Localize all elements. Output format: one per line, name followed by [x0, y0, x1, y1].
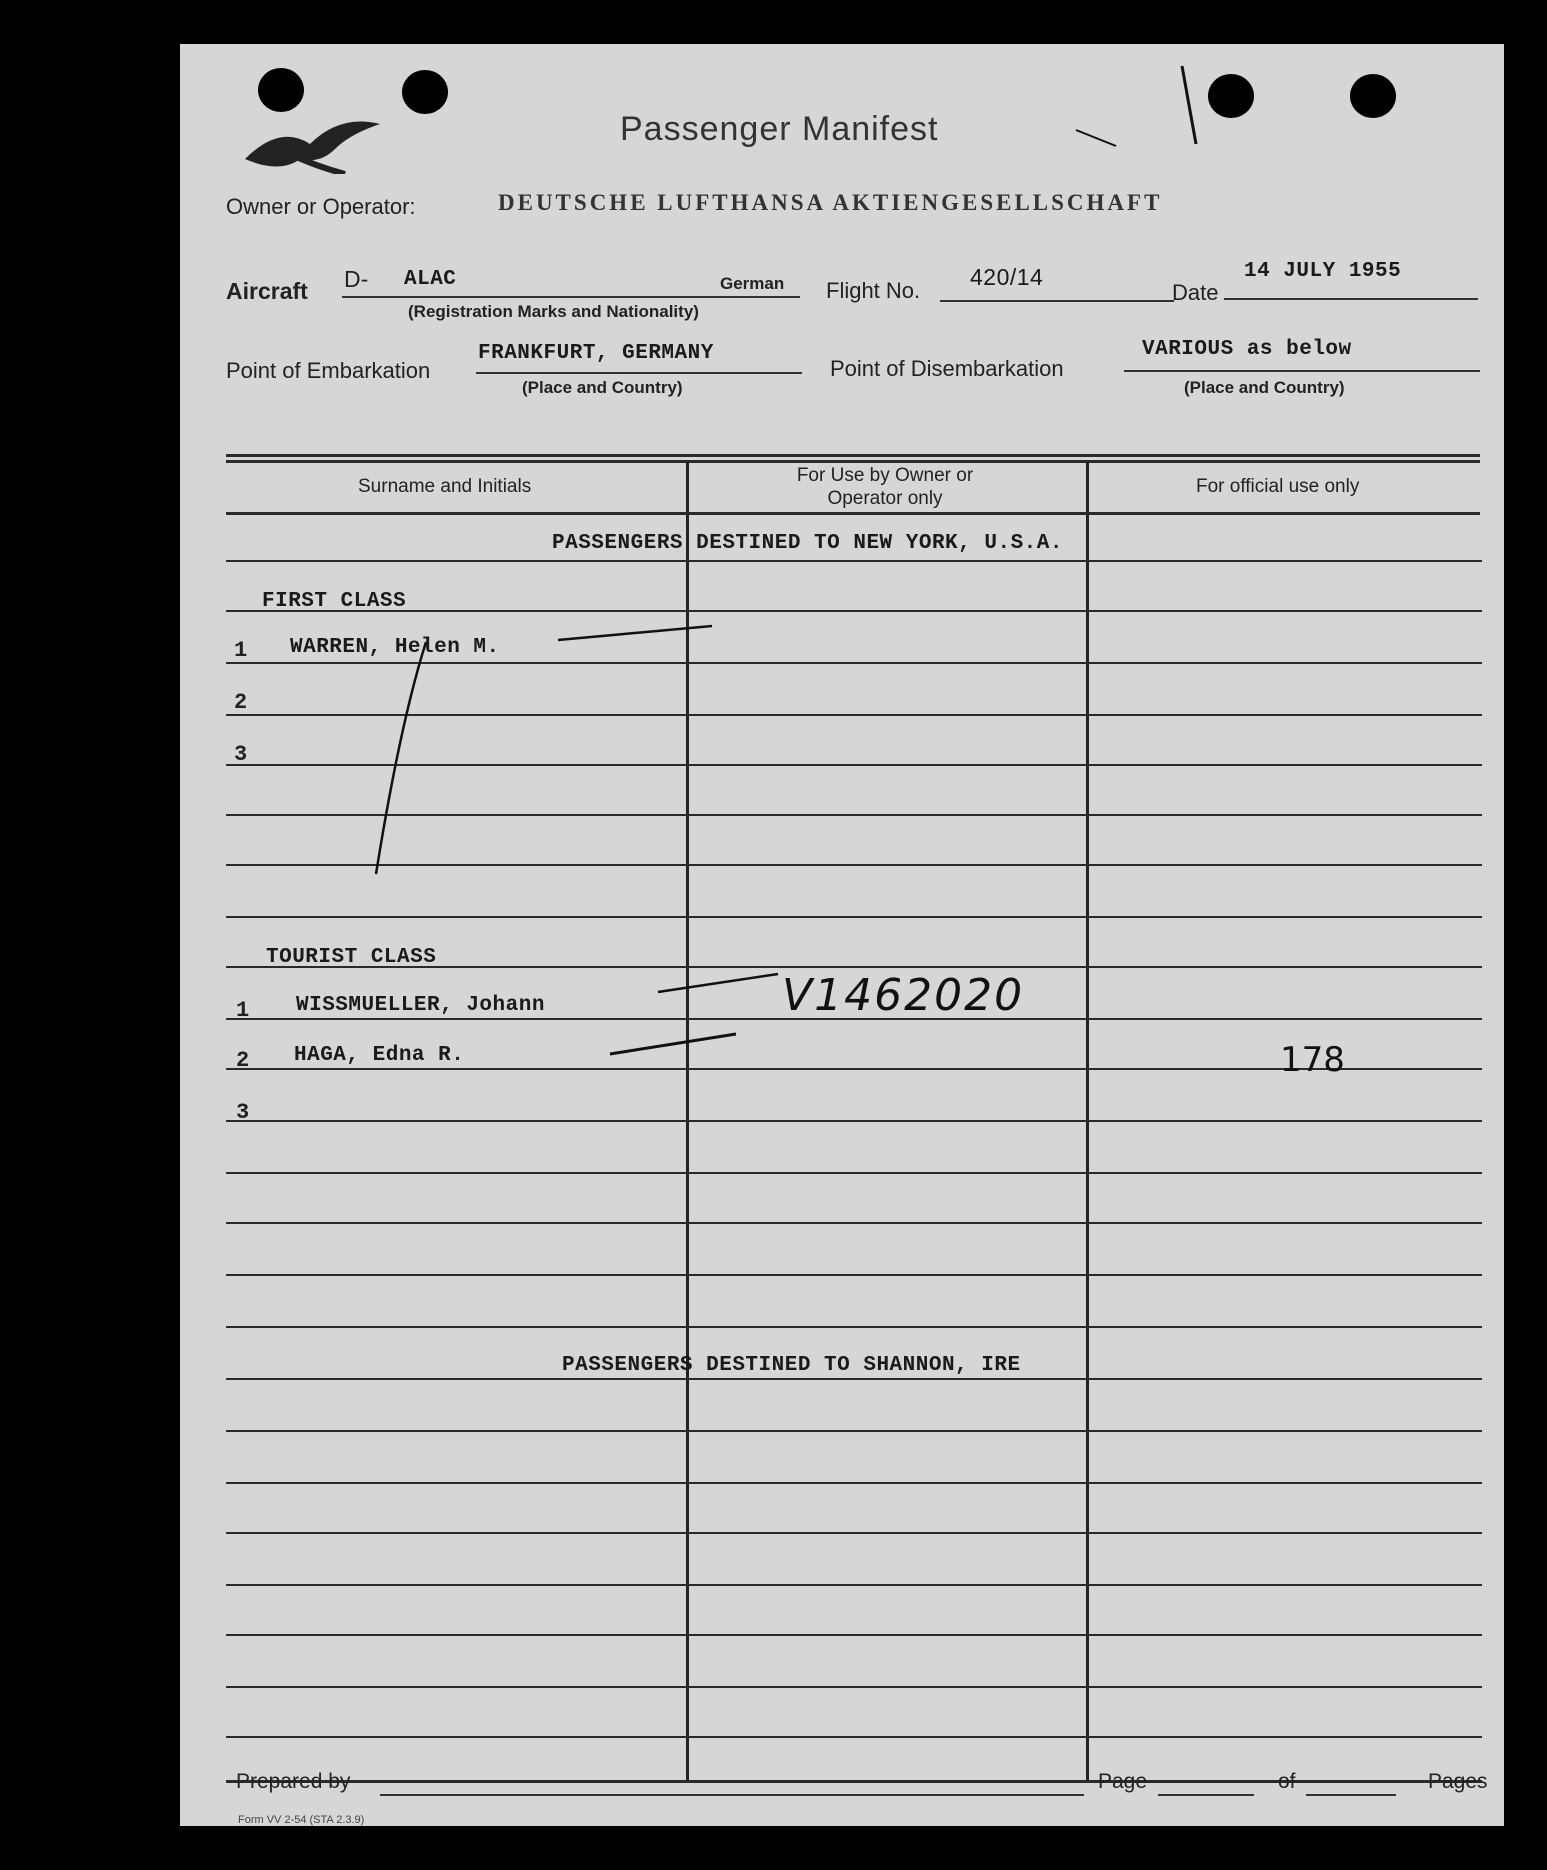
col-header-surname: Surname and Initials [358, 476, 532, 497]
owner-label: Owner or Operator: [226, 194, 416, 219]
col-header-operator: For Use by Owner or Operator only [796, 465, 974, 509]
aircraft-registration: ALAC [404, 268, 457, 291]
tourist-class-passenger-name: HAGA, Edna R. [294, 1044, 465, 1067]
form-title: Passenger Manifest [620, 110, 939, 148]
manifest-sheet [180, 44, 1504, 1826]
page-total-line [1306, 1794, 1396, 1796]
date-value: 14 JULY 1955 [1244, 260, 1402, 283]
section-title-new-york: PASSENGERS DESTINED TO NEW YORK, U.S.A. [552, 532, 1063, 555]
date-label: Date [1172, 280, 1219, 305]
tourist-class-row-number: 2 [236, 1048, 250, 1073]
first-class-row-number: 1 [234, 638, 248, 663]
col-header-official: For official use only [1196, 476, 1360, 497]
operator-handwritten-note: V1462020 [782, 970, 1025, 1021]
flight-number: 420/14 [970, 264, 1044, 290]
of-label: of [1278, 1770, 1296, 1793]
section-title-shannon: PASSENGERS DESTINED TO SHANNON, IRE [562, 1354, 1021, 1377]
aircraft-caption: (Registration Marks and Nationality) [408, 302, 699, 321]
disembarkation-label: Point of Disembarkation [830, 356, 1064, 381]
embarkation-label: Point of Embarkation [226, 358, 431, 383]
tourist-class-label: TOURIST CLASS [266, 946, 437, 969]
owner-value: DEUTSCHE LUFTHANSA AKTIENGESELLSCHAFT [498, 190, 1163, 215]
aircraft-nationality: German [720, 274, 785, 293]
embarkation-value: FRANKFURT, GERMANY [478, 342, 714, 365]
first-class-passenger-name: WARREN, Helen M. [290, 636, 500, 659]
pages-label: Pages [1428, 1770, 1488, 1793]
page-label: Page [1098, 1770, 1148, 1793]
prepared-by-label: Prepared by [236, 1770, 351, 1793]
form-code: Form VV 2-54 (STA 2.3.9) [238, 1814, 365, 1826]
first-class-row-number: 3 [234, 742, 248, 767]
embarkation-caption: (Place and Country) [522, 378, 683, 397]
aircraft-label: Aircraft [226, 278, 308, 304]
first-class-row-number: 2 [234, 690, 248, 715]
prepared-by-line [380, 1794, 1084, 1796]
tourist-class-passenger-name: WISSMUELLER, Johann [296, 994, 545, 1017]
first-class-label: FIRST CLASS [262, 590, 407, 613]
disembarkation-value: VARIOUS as below [1142, 338, 1352, 361]
pen-marks [180, 44, 1504, 1826]
flight-label: Flight No. [826, 278, 921, 303]
tourist-class-row-number: 3 [236, 1100, 250, 1125]
official-handwritten-note: 178 [1280, 1040, 1345, 1080]
page-number-line [1158, 1794, 1254, 1796]
disembarkation-caption: (Place and Country) [1184, 378, 1345, 397]
tourist-class-row-number: 1 [236, 998, 250, 1023]
aircraft-prefix: D- [344, 266, 369, 292]
